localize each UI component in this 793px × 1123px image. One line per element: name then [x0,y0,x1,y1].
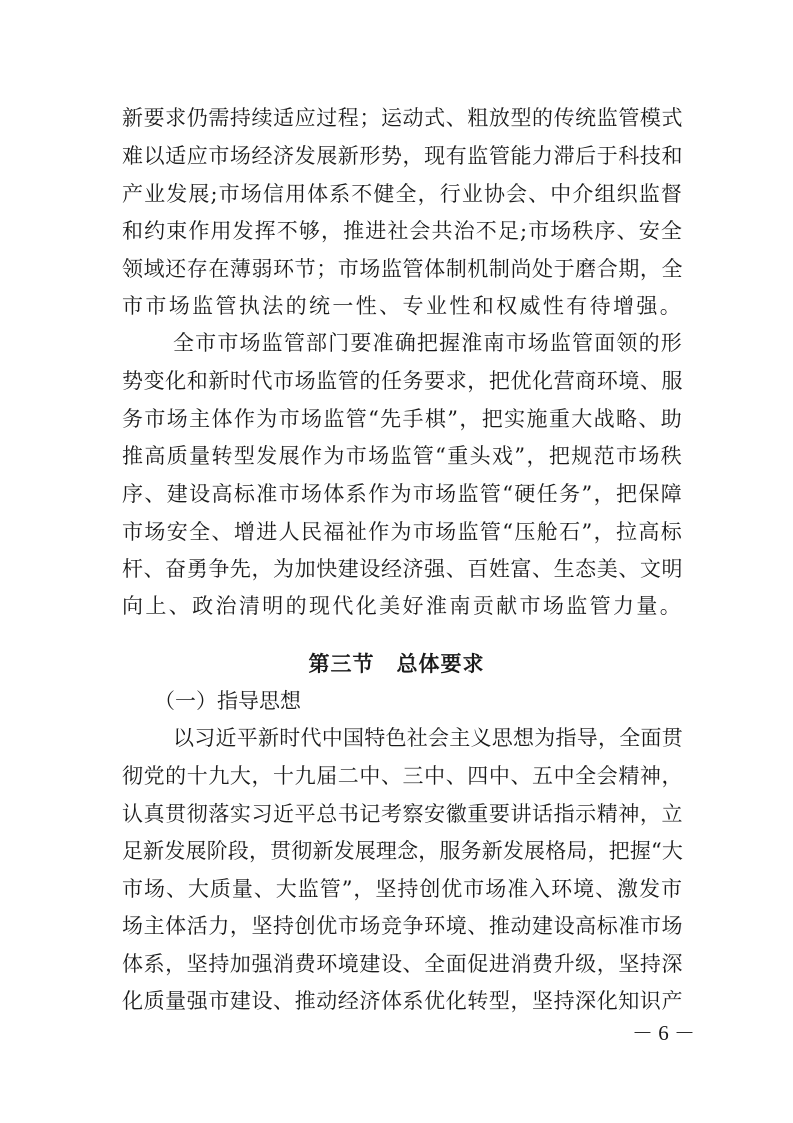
paragraph-3-line [0,758,793,794]
text-line: 市市场监管执法的统一性、专业性和权威性有待增强。 [122,294,684,318]
text-line: 和约束作用发挥不够，推进社会共治不足;市场秩序、安全 [122,219,683,243]
page-number: － 6 － [632,1021,695,1045]
text-line: 领域还存在薄弱环节；市场监管体制机制尚处于磨合期，全 [122,257,684,281]
paragraph-2-line [0,551,793,587]
text-line: 以习近平新时代中国特色社会主义思想为指导，全面贯 [173,726,683,750]
text-line: 市场安全、增进人民福祉作为市场监管“压舱石”，拉高标 [122,520,684,544]
text-line: 全市市场监管部门要准确把握淮南市场监管面领的形 [173,331,683,355]
paragraph-1-line [0,176,793,212]
paragraph-3-line [0,796,793,832]
text-line: 务市场主体作为市场监管“先手棋”，把实施重大战略、助 [122,407,684,431]
paragraph-3-line [0,720,793,756]
text-line: 序、建设高标准市场体系作为市场监管“硬任务”，把保障 [122,482,684,506]
section-heading: 第三节 总体要求 [308,652,485,676]
paragraph-3-line [0,983,793,1019]
text-line: 市场、大质量、大监管”，坚持创优市场准入环境、激发市 [122,877,683,901]
paragraph-2-line [0,514,793,550]
text-line: 杆、奋勇争先，为加快建设经济强、百姓富、生态美、文明 [122,557,684,581]
paragraph-2-line [0,325,793,361]
paragraph-1-line [0,288,793,324]
paragraph-2-line [0,438,793,474]
paragraph-3-line [0,908,793,944]
text-line: 体系，坚持加强消费环境建设、全面促进消费升级，坚持深 [122,952,684,976]
text-line: 新要求仍需持续适应过程；运动式、粗放型的传统监管模式 [122,106,684,130]
text-line: 足新发展阶段，贯彻新发展理念，服务新发展格局，把握“大 [122,839,684,863]
text-line: 难以适应市场经济发展新形势，现有监管能力滞后于科技和 [122,144,684,168]
text-line: 彻党的十九大，十九届二中、三中、四中、五中全会精神， [122,764,684,788]
paragraph-3-line [0,833,793,869]
text-line: 推高质量转型发展作为市场监管“重头戏”，把规范市场秩 [122,444,684,468]
paragraph-2-line [0,363,793,399]
paragraph-1-line [0,100,793,136]
paragraph-2-line [0,476,793,512]
subheading: （一）指导思想 [154,689,301,713]
paragraph-3-line [0,871,793,907]
paragraph-2-line [0,401,793,437]
paragraph-1-line [0,138,793,174]
paragraph-2-line [0,588,793,624]
text-line: 势变化和新时代市场监管的任务要求，把优化营商环境、服 [122,369,684,393]
paragraph-1-line [0,251,793,287]
paragraph-1-line [0,213,793,249]
text-line: 产业发展;市场信用体系不健全，行业协会、中介组织监督 [122,182,683,206]
text-line: 向上、政治清明的现代化美好淮南贡献市场监管力量。 [122,594,684,618]
text-line: 认真贯彻落实习近平总书记考察安徽重要讲话指示精神，立 [122,802,684,826]
text-line: 场主体活力，坚持创优市场竞争环境、推动建设高标准市场 [122,914,684,938]
text-line: 化质量强市建设、推动经济体系优化转型，坚持深化知识产 [122,989,684,1013]
paragraph-3-line [0,946,793,982]
